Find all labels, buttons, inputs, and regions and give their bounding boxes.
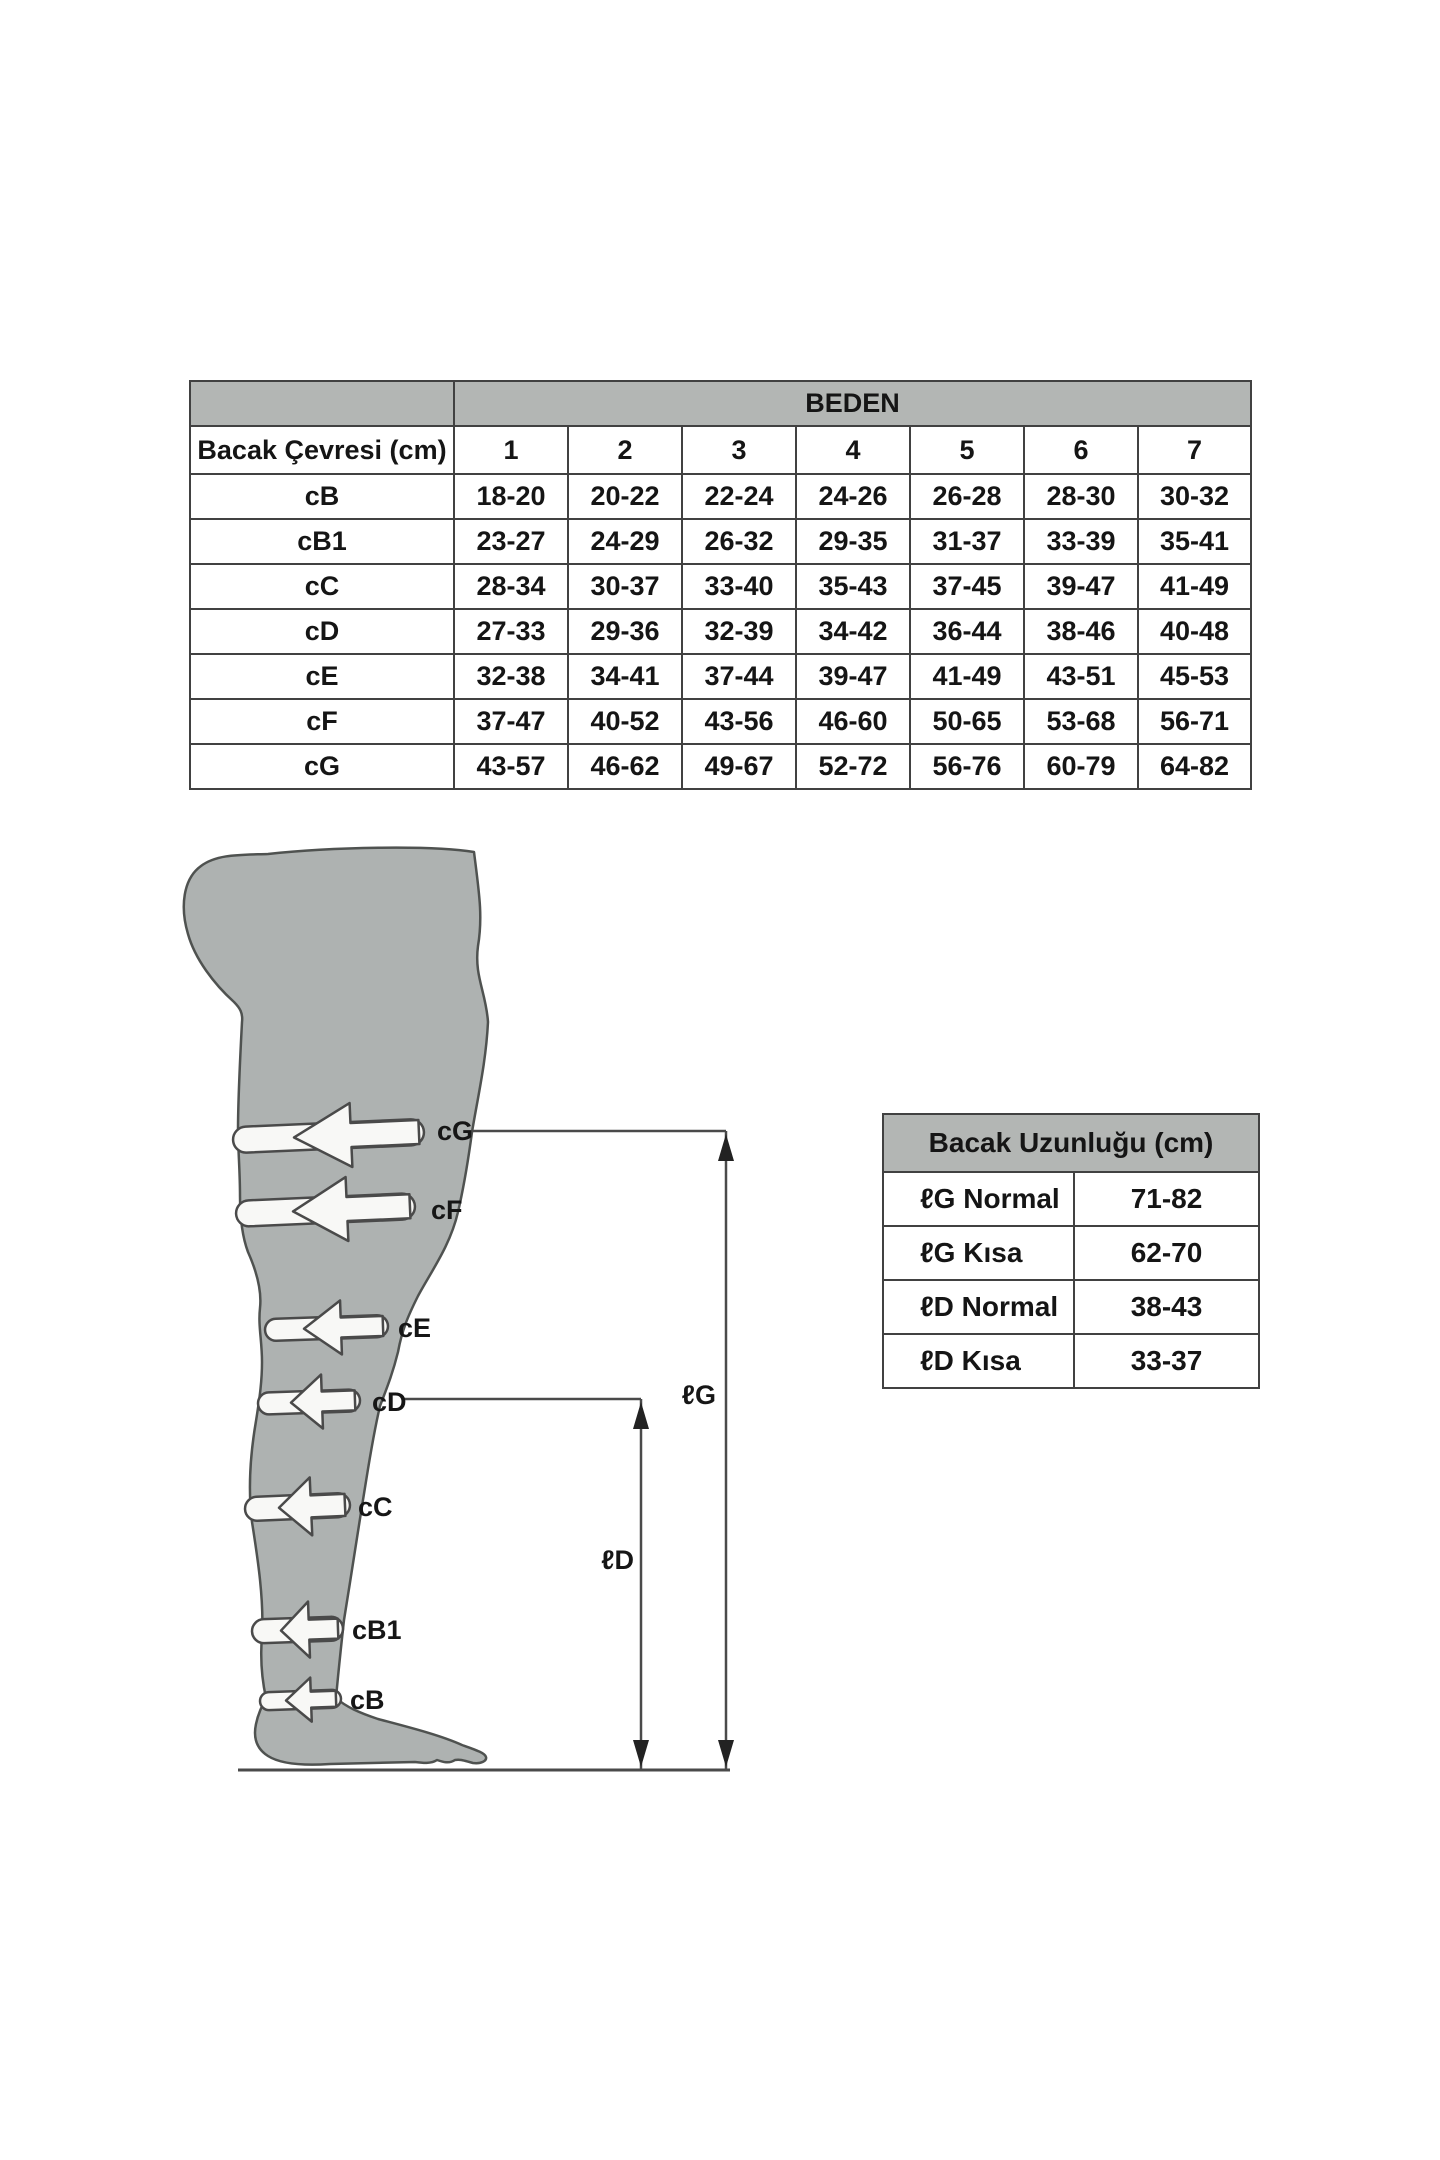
cell: 36-44 xyxy=(910,609,1024,654)
length-row-ld-kisa xyxy=(883,1334,1259,1388)
cell: 26-32 xyxy=(682,519,796,564)
cell: 50-65 xyxy=(910,699,1024,744)
cell: 41-49 xyxy=(1138,564,1251,609)
cell: 23-27 xyxy=(454,519,568,564)
cell: 33-39 xyxy=(1024,519,1138,564)
measure-label: cG xyxy=(190,744,454,789)
table-row-cD xyxy=(190,609,1251,654)
size-col-1: 1 xyxy=(454,426,568,474)
table-row-cG xyxy=(190,744,1251,789)
cell: 49-67 xyxy=(682,744,796,789)
measure-label: cE xyxy=(190,654,454,699)
cell: 18-20 xyxy=(454,474,568,519)
length-label: ℓG Kısa xyxy=(883,1226,1074,1280)
cell: 24-26 xyxy=(796,474,910,519)
band-label-cD: cD xyxy=(372,1387,407,1417)
cell: 46-60 xyxy=(796,699,910,744)
cell: 53-68 xyxy=(1024,699,1138,744)
lg-arrow-down-icon xyxy=(718,1740,734,1767)
band-label-cC: cC xyxy=(358,1492,393,1522)
cell: 37-44 xyxy=(682,654,796,699)
size-col-2: 2 xyxy=(568,426,682,474)
table-row-cB1 xyxy=(190,519,1251,564)
cell: 35-43 xyxy=(796,564,910,609)
size-col-5: 5 xyxy=(910,426,1024,474)
length-label: ℓD Normal xyxy=(883,1280,1074,1334)
table-row-cC xyxy=(190,564,1251,609)
size-col-6: 6 xyxy=(1024,426,1138,474)
ld-length-label: ℓD xyxy=(601,1545,634,1575)
cell: 20-22 xyxy=(568,474,682,519)
cell: 38-46 xyxy=(1024,609,1138,654)
beden-header-cell: BEDEN xyxy=(454,381,1251,426)
cell: 56-76 xyxy=(910,744,1024,789)
cell: 32-38 xyxy=(454,654,568,699)
length-label: ℓD Kısa xyxy=(883,1334,1074,1388)
cell: 39-47 xyxy=(1024,564,1138,609)
length-value: 38-43 xyxy=(1074,1280,1259,1334)
cell: 56-71 xyxy=(1138,699,1251,744)
row-header-label: Bacak Çevresi (cm) xyxy=(190,426,454,474)
cell: 45-53 xyxy=(1138,654,1251,699)
cell: 39-47 xyxy=(796,654,910,699)
cell: 30-37 xyxy=(568,564,682,609)
ld-arrow-down-icon xyxy=(633,1740,649,1767)
table-row-cF xyxy=(190,699,1251,744)
cell: 28-30 xyxy=(1024,474,1138,519)
length-row-lg-kisa xyxy=(883,1226,1259,1280)
size-col-3: 3 xyxy=(682,426,796,474)
leg-measurement-diagram xyxy=(140,830,760,1790)
cell: 29-36 xyxy=(568,609,682,654)
cell: 43-57 xyxy=(454,744,568,789)
band-label-cF: cF xyxy=(431,1195,463,1225)
cell: 64-82 xyxy=(1138,744,1251,789)
band-label-cE: cE xyxy=(398,1313,432,1343)
table-row-cB xyxy=(190,474,1251,519)
size-table xyxy=(189,380,1252,790)
cell: 26-28 xyxy=(910,474,1024,519)
measure-label: cC xyxy=(190,564,454,609)
cell: 27-33 xyxy=(454,609,568,654)
length-table-header-row xyxy=(883,1114,1259,1172)
cell: 32-39 xyxy=(682,609,796,654)
cell: 34-41 xyxy=(568,654,682,699)
corner-cell xyxy=(190,381,454,426)
cell: 43-56 xyxy=(682,699,796,744)
length-label: ℓG Normal xyxy=(883,1172,1074,1226)
cell: 35-41 xyxy=(1138,519,1251,564)
table-row-beden-header xyxy=(190,381,1251,426)
cell: 22-24 xyxy=(682,474,796,519)
cell: 43-51 xyxy=(1024,654,1138,699)
length-row-lg-normal xyxy=(883,1172,1259,1226)
length-row-ld-normal xyxy=(883,1280,1259,1334)
measure-label: cB1 xyxy=(190,519,454,564)
cell: 29-35 xyxy=(796,519,910,564)
cell: 37-47 xyxy=(454,699,568,744)
cell: 60-79 xyxy=(1024,744,1138,789)
lg-arrow-up-icon xyxy=(718,1134,734,1161)
table-row-size-numbers xyxy=(190,426,1251,474)
measure-label: cB xyxy=(190,474,454,519)
cell: 41-49 xyxy=(910,654,1024,699)
cell: 33-40 xyxy=(682,564,796,609)
cell: 31-37 xyxy=(910,519,1024,564)
size-col-7: 7 xyxy=(1138,426,1251,474)
cell: 52-72 xyxy=(796,744,910,789)
ld-arrow-up-icon xyxy=(633,1402,649,1429)
cell: 40-52 xyxy=(568,699,682,744)
measure-label: cF xyxy=(190,699,454,744)
band-label-cB1: cB1 xyxy=(352,1615,402,1645)
length-value: 33-37 xyxy=(1074,1334,1259,1388)
length-value: 62-70 xyxy=(1074,1226,1259,1280)
length-value: 71-82 xyxy=(1074,1172,1259,1226)
cell: 34-42 xyxy=(796,609,910,654)
cell: 28-34 xyxy=(454,564,568,609)
band-label-cG: cG xyxy=(437,1116,474,1146)
lg-length-label: ℓG xyxy=(681,1380,716,1410)
band-label-cB: cB xyxy=(350,1685,385,1715)
size-col-4: 4 xyxy=(796,426,910,474)
cell: 40-48 xyxy=(1138,609,1251,654)
leg-length-table xyxy=(882,1113,1260,1389)
table-row-cE xyxy=(190,654,1251,699)
cell: 46-62 xyxy=(568,744,682,789)
length-table-header: Bacak Uzunluğu (cm) xyxy=(883,1114,1259,1172)
cell: 37-45 xyxy=(910,564,1024,609)
cell: 24-29 xyxy=(568,519,682,564)
cell: 30-32 xyxy=(1138,474,1251,519)
measure-label: cD xyxy=(190,609,454,654)
